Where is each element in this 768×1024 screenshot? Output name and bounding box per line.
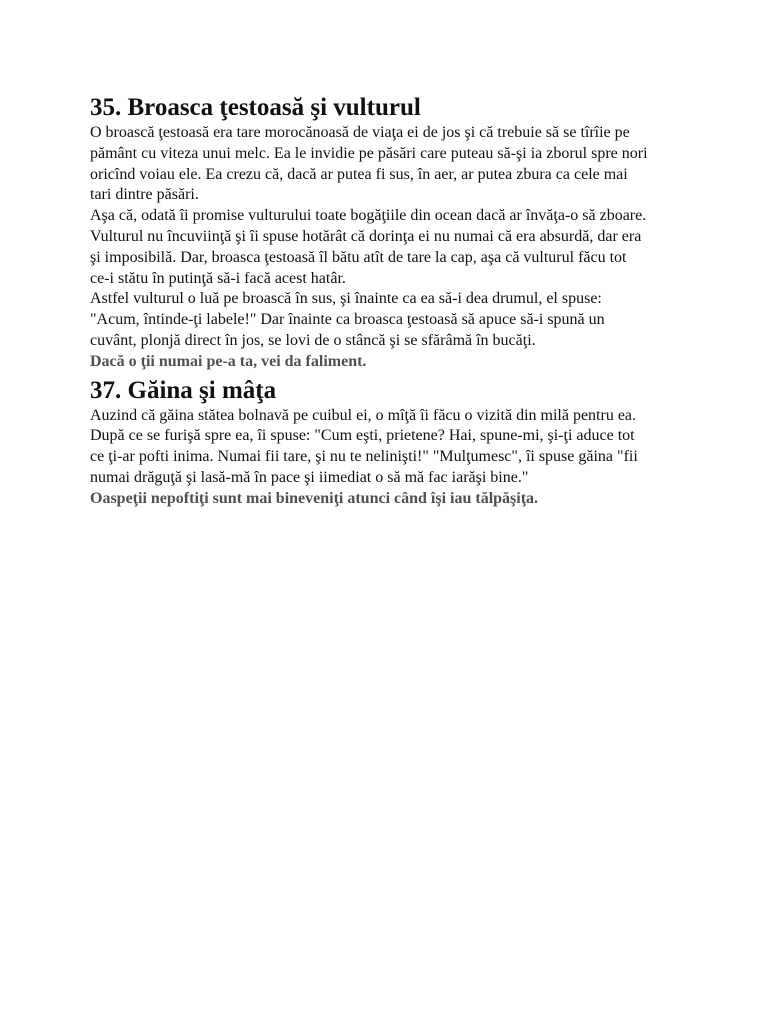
fable-moral: Oaspeţii nepoftiţi sunt mai bineveniţi atunci când îşi iau tălpăşiţa. <box>90 489 539 507</box>
fable-moral: Dacă o ţii numai pe-a ta, vei da faliment. <box>90 352 367 370</box>
fable-title: 35. Broasca ţestoasă şi vulturul <box>90 94 421 121</box>
fable-section <box>90 376 650 510</box>
fable-paragraph: O broască ţestoasă era tare morocănoasă de viaţa ei de jos şi că trebuie să se tîrîie pe pământ cu viteza unui melc. Ea le invidie pe păsări care puteau să-şi ia zborul spre nori oricînd voiau ele. Ea crezu că, dacă ar putea fi sus, în aer, ar putea zbura ca cele mai tari dintre păsări. <box>90 124 648 204</box>
document-page <box>90 93 650 510</box>
fable-title: 37. Găina şi mâţa <box>90 376 277 404</box>
fable-paragraph: Aşa că, odată îi promise vulturului toate bogăţiile din ocean dacă ar învăţa-o să zboare. Vulturul nu încuviinţă şi îi spuse hotărât că dorinţa ei nu numai că era absurdă, dar era şi imposibilă. Dar, broasca ţestoasă îl bătu atît de tare la cap, aşa că vulturul făcu tot ce-i stătu în putinţă să-i facă acest hatâr. <box>90 207 647 287</box>
fable-paragraph: Auzind că găina stătea bolnavă pe cuibul ei, o mîţă îi făcu o vizită din milă pentru ea. După ce se furişă spre ea, îi spuse: "Cum eşti, prietene? Hai, spune-mi, şi-ţi aduce tot ce ţi-ar pofti inima. Numai fii tare, şi nu te nelinişti!" "Mulţumesc", îi spuse găina "fii numai drăguţă şi lasă-mă în pace şi iimediat o să mă fac iarăşi bine." <box>90 406 638 486</box>
fable-paragraph: Astfel vulturul o luă pe broască în sus, şi înainte ca ea să-i dea drumul, el spuse: "Acum, întinde-ţi labele!" Dar înainte ca broasca ţestoasă să apuce să-i spună un cuvânt, plonjă direct în jos, se lovi de o stâncă şi se sfărâmă în bucăţi. <box>90 290 605 349</box>
fable-section <box>90 93 650 373</box>
